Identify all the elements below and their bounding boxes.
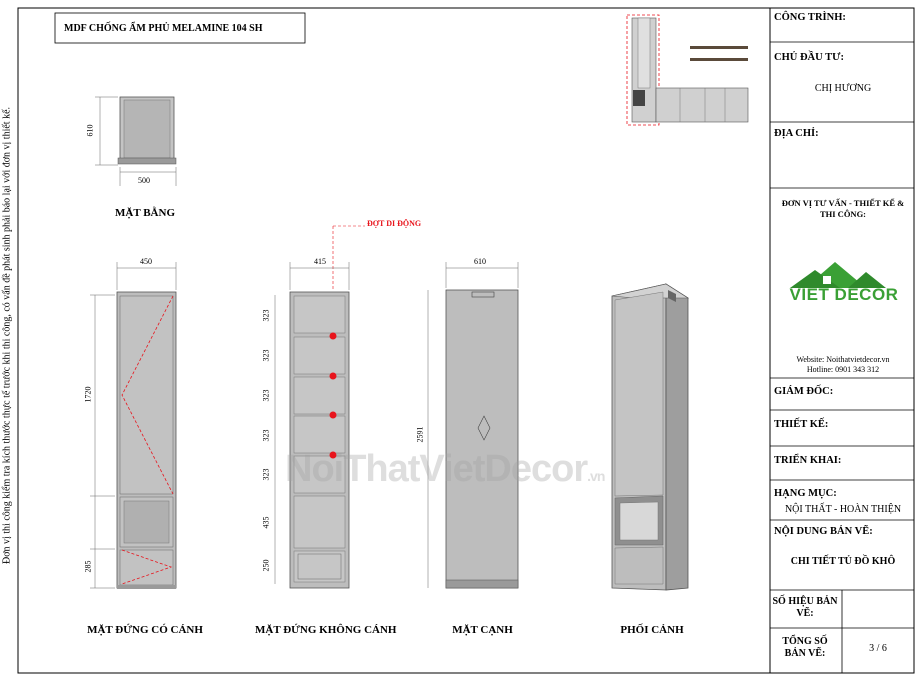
designer-label: THIẾT KẾ: [774, 419, 829, 430]
front-door-height-dim: 1720 [83, 386, 93, 403]
lower-dim: 435 [261, 516, 271, 529]
header-title: MDF CHỐNG ẨM PHỦ MELAMINE 104 SH [64, 23, 263, 34]
front-open-label: MẶT ĐỨNG KHÔNG CÁNH [255, 624, 397, 636]
side-view-label: MẶT CẠNH [452, 624, 513, 636]
category-label: HẠNG MỤC: [774, 488, 837, 499]
owner-value: CHỊ HƯƠNG [814, 83, 872, 94]
plan-width-dim: 500 [138, 176, 150, 185]
shelf-dim-3: 323 [261, 389, 271, 402]
side-width-dim: 610 [474, 257, 486, 266]
content-value: CHI TIẾT TỦ ĐỒ KHÔ [790, 556, 896, 567]
category-value: NỘI THẤT - HOÀN THIỆN [784, 504, 902, 515]
owner-label: CHỦ ĐẦU TƯ: [774, 52, 844, 63]
shelf-dim-4: 323 [261, 429, 271, 442]
shelf-dim-1: 323 [261, 309, 271, 322]
content-label: NỘI DUNG BẢN VẼ: [774, 526, 873, 537]
perspective-drawing [612, 284, 688, 590]
website-text: Website: Noithatvietdecor.vn [796, 355, 890, 364]
total-value: 3 / 6 [869, 643, 887, 654]
sheet-no-label: SỐ HIỆU BẢN VẼ: [772, 596, 838, 619]
perspective-label: PHỐI CẢNH [620, 624, 684, 636]
plan-depth-dim: 610 [85, 124, 95, 137]
side-note: Đơn vị thi công kiểm tra kích thước thực tế trước khi thi công, có vấn đề phát sinh phải báo lại với đơn vị thiết kế. [1, 106, 13, 565]
director-label: GIÁM ĐỐC: [774, 386, 834, 397]
total-label: TỔNG SỐ BẢN VẼ: [782, 636, 828, 659]
front-open-drawing [275, 226, 365, 588]
front-door-bottom-dim: 285 [83, 560, 93, 573]
key-plan-drawing [627, 15, 748, 125]
shelf-annotation: ĐỢT DI ĐỘNG [367, 219, 422, 228]
logo-text: VIET DECOR [789, 285, 899, 304]
plan-view-drawing [95, 97, 176, 186]
consultant-label: ĐƠN VỊ TƯ VẤN - THIẾT KẾ & THI CÔNG: [781, 198, 905, 219]
watermark: NoiThatVietDecor.vn [285, 448, 605, 490]
front-door-width-dim: 450 [140, 257, 152, 266]
hotline-text: Hotline: 0901 343 312 [806, 365, 880, 374]
side-view-drawing [428, 262, 518, 588]
project-label: CÔNG TRÌNH: [774, 12, 846, 23]
side-height-dim: 2591 [415, 426, 425, 443]
front-open-width-dim: 415 [314, 257, 326, 266]
plan-view-label: MẶT BẰNG [115, 207, 175, 219]
shelf-dim-5: 323 [261, 468, 271, 481]
front-door-label: MẶT ĐỨNG CÓ CÁNH [87, 624, 203, 636]
address-label: ĐỊA CHỈ: [774, 128, 819, 139]
deploy-label: TRIỂN KHAI: [774, 455, 842, 466]
shelf-dim-2: 323 [261, 349, 271, 362]
front-door-drawing [90, 262, 176, 589]
drawer-dim: 250 [261, 559, 271, 572]
